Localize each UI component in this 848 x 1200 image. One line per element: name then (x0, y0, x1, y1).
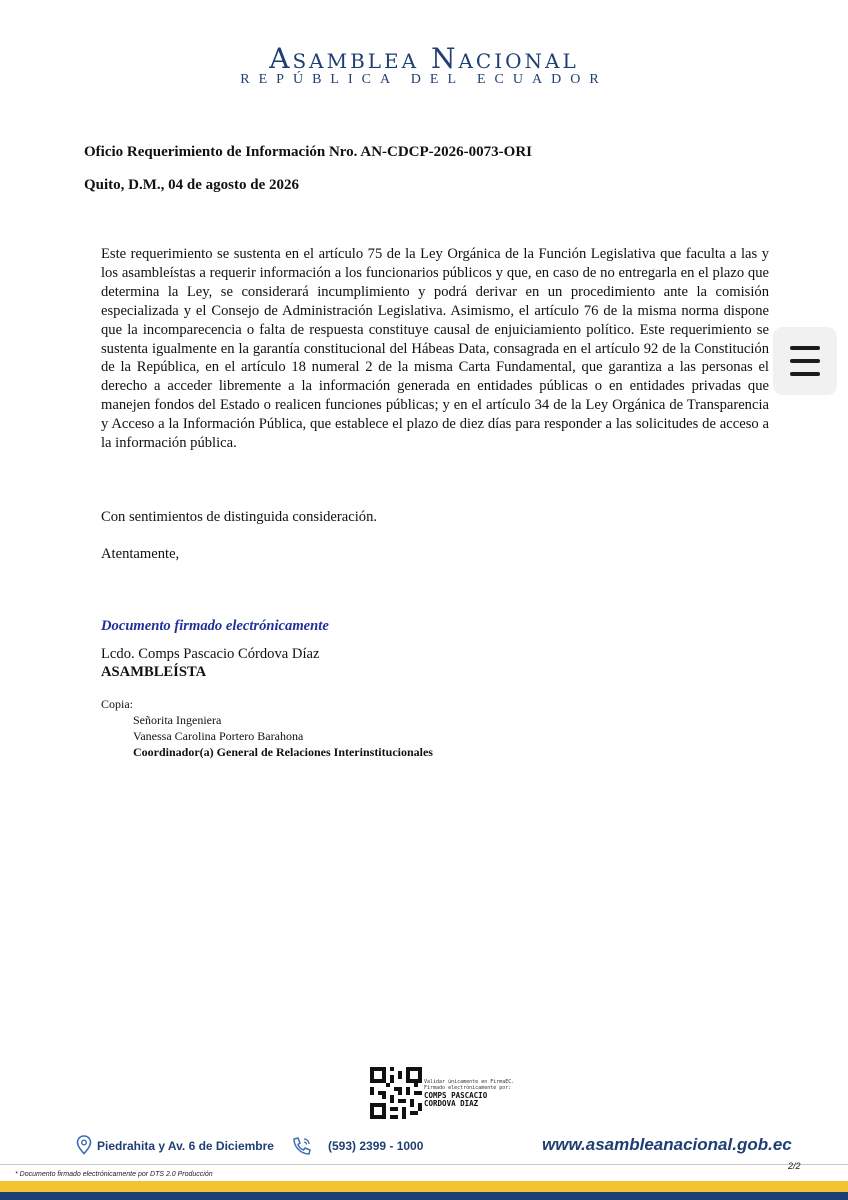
copy-recipient-title: Señorita Ingeniera (133, 713, 222, 727)
location-pin-icon (76, 1135, 92, 1155)
institution-title: Asamblea Nacional (269, 42, 579, 75)
menu-button[interactable] (773, 327, 837, 395)
phone-icon (291, 1136, 313, 1156)
footer-signature-note: * Documento firmado electrónicamente por DTS 2.0 Producción (15, 1171, 213, 1178)
document-date: Quito, D.M., 04 de agosto de 2026 (84, 177, 299, 193)
regards-line: Atentamente, (101, 546, 180, 562)
page-number: 2/2 (788, 1161, 801, 1171)
closing-line: Con sentimientos de distinguida consideración. (101, 509, 378, 525)
signature-stamp-caption: Validar únicamente en FirmaEC. Firmado electrónicamente por: (424, 1079, 515, 1091)
copy-label: Copia: (101, 697, 133, 711)
footer-website-link[interactable]: www.asambleanacional.gob.ec (542, 1135, 792, 1154)
signer-role: ASAMBLEÍSTA (101, 664, 207, 680)
document-reference: Oficio Requerimiento de Información Nro. AN-CDCP-2026-0073-ORI (84, 144, 533, 160)
footer-divider (0, 1164, 848, 1165)
footer-phone: (593) 2399 - 1000 (328, 1139, 424, 1153)
copy-recipient-name: Vanessa Carolina Portero Barahona (133, 729, 304, 743)
signer-name: Lcdo. Comps Pascacio Córdova Díaz (101, 646, 320, 662)
copy-recipient-position: Coordinador(a) General de Relaciones Interinstitucionales (133, 745, 433, 759)
electronic-signature-note: Documento firmado electrónicamente (101, 618, 329, 634)
qr-code (370, 1067, 422, 1119)
letter-body: Este requerimiento se sustenta en el artículo 75 de la Ley Orgánica de la Función Legislativa que faculta a las y los asambleístas a requerir información a los funcionarios públicos y que, en caso de no entregarla en el plazo que determina la Ley, se considerará incumplimiento y podrá derivar en un procedimiento ante la comisión especializada y el Consejo de Administración Legislativa. Asimismo, el artículo 76 de la misma norma dispone que la incomparecencia o falta de respuesta constituye causal de enjuiciamiento político. Este requerimiento se sustenta igualmente en la garantía constitucional del Hábeas Data, consagrada en el artículo 92 de la Constitución de la República, en el artículo 18 numeral 2 de la misma Carta Fundamental, que garantiza a las personas el derecho a acceder libremente a la información generada en entidades públicas o en entidades privadas que manejen fondos del Estado o realicen funciones públicas; y en el artículo 34 de la Ley Orgánica de Transparencia y Acceso a la Información Pública, que establece el plazo de diez días para responder a las solicitudes de acceso a la información pública. (101, 246, 769, 452)
footer-band-blue (0, 1192, 848, 1200)
institution-subtitle: REPÚBLICA DEL ECUADOR (240, 72, 608, 87)
footer-band-yellow (0, 1181, 848, 1192)
signature-stamp-name: COMPS PASCACIO CORDOVA DIAZ (424, 1091, 488, 1108)
footer-address: Piedrahita y Av. 6 de Diciembre (97, 1139, 274, 1153)
